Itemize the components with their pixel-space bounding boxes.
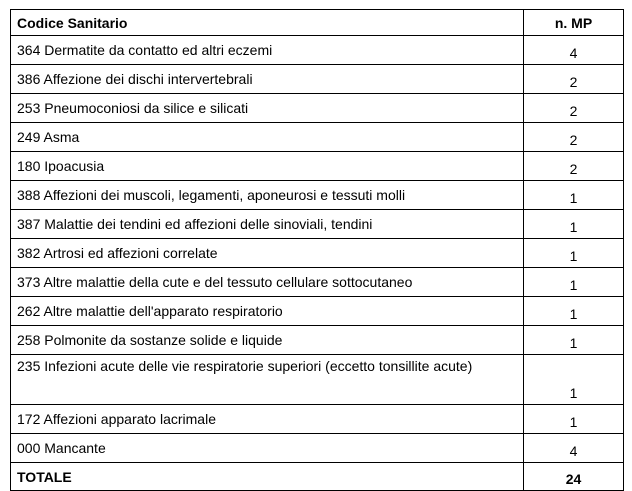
table-row [11, 434, 624, 463]
row-label: 373 Altre malattie della cute e del tessuto cellulare sottocutaneo [11, 268, 524, 297]
row-label: 388 Affezioni dei muscoli, legamenti, aponeurosi e tessuti molli [11, 181, 524, 210]
row-value: 1 [524, 405, 624, 434]
table-row [11, 65, 624, 94]
row-label: 386 Affezione dei dischi intervertebrali [11, 65, 524, 94]
row-label: 249 Asma [11, 123, 524, 152]
row-value: 4 [524, 36, 624, 65]
row-value: 1 [524, 326, 624, 355]
row-value: 2 [524, 152, 624, 181]
row-label: 258 Polmonite da sostanze solide e liquide [11, 326, 524, 355]
header-row [11, 10, 624, 36]
table-row [11, 210, 624, 239]
table-row [11, 181, 624, 210]
table-row [11, 405, 624, 434]
row-value: 1 [524, 268, 624, 297]
row-label: 387 Malattie dei tendini ed affezioni delle sinoviali, tendini [11, 210, 524, 239]
row-label: 382 Artrosi ed affezioni correlate [11, 239, 524, 268]
table-row [11, 355, 624, 405]
table-row [11, 239, 624, 268]
row-value: 1 [524, 181, 624, 210]
row-value: 2 [524, 94, 624, 123]
row-value: 4 [524, 434, 624, 463]
total-row [11, 463, 624, 491]
column-header-count: n. MP [524, 10, 624, 36]
column-header-code: Codice Sanitario [11, 10, 524, 36]
row-label: 364 Dermatite da contatto ed altri eczemi [11, 36, 524, 65]
row-label: 172 Affezioni apparato lacrimale [11, 405, 524, 434]
total-label: TOTALE [11, 463, 524, 491]
table-row [11, 268, 624, 297]
table-row [11, 152, 624, 181]
table-row [11, 123, 624, 152]
row-label: 180 Ipoacusia [11, 152, 524, 181]
row-label: 262 Altre malattie dell'apparato respiratorio [11, 297, 524, 326]
table-row [11, 94, 624, 123]
row-value: 1 [524, 239, 624, 268]
table-row [11, 36, 624, 65]
row-label: 235 Infezioni acute delle vie respiratorie superiori (eccetto tonsillite acute) [11, 355, 524, 405]
row-value: 2 [524, 123, 624, 152]
occupational-diseases-table [10, 9, 624, 491]
table-row [11, 297, 624, 326]
table-row [11, 326, 624, 355]
table-container [10, 9, 624, 491]
total-value: 24 [524, 463, 624, 491]
row-value: 2 [524, 65, 624, 94]
row-label: 000 Mancante [11, 434, 524, 463]
row-value: 1 [524, 297, 624, 326]
row-value: 1 [524, 210, 624, 239]
row-label: 253 Pneumoconiosi da silice e silicati [11, 94, 524, 123]
row-value: 1 [524, 355, 624, 405]
